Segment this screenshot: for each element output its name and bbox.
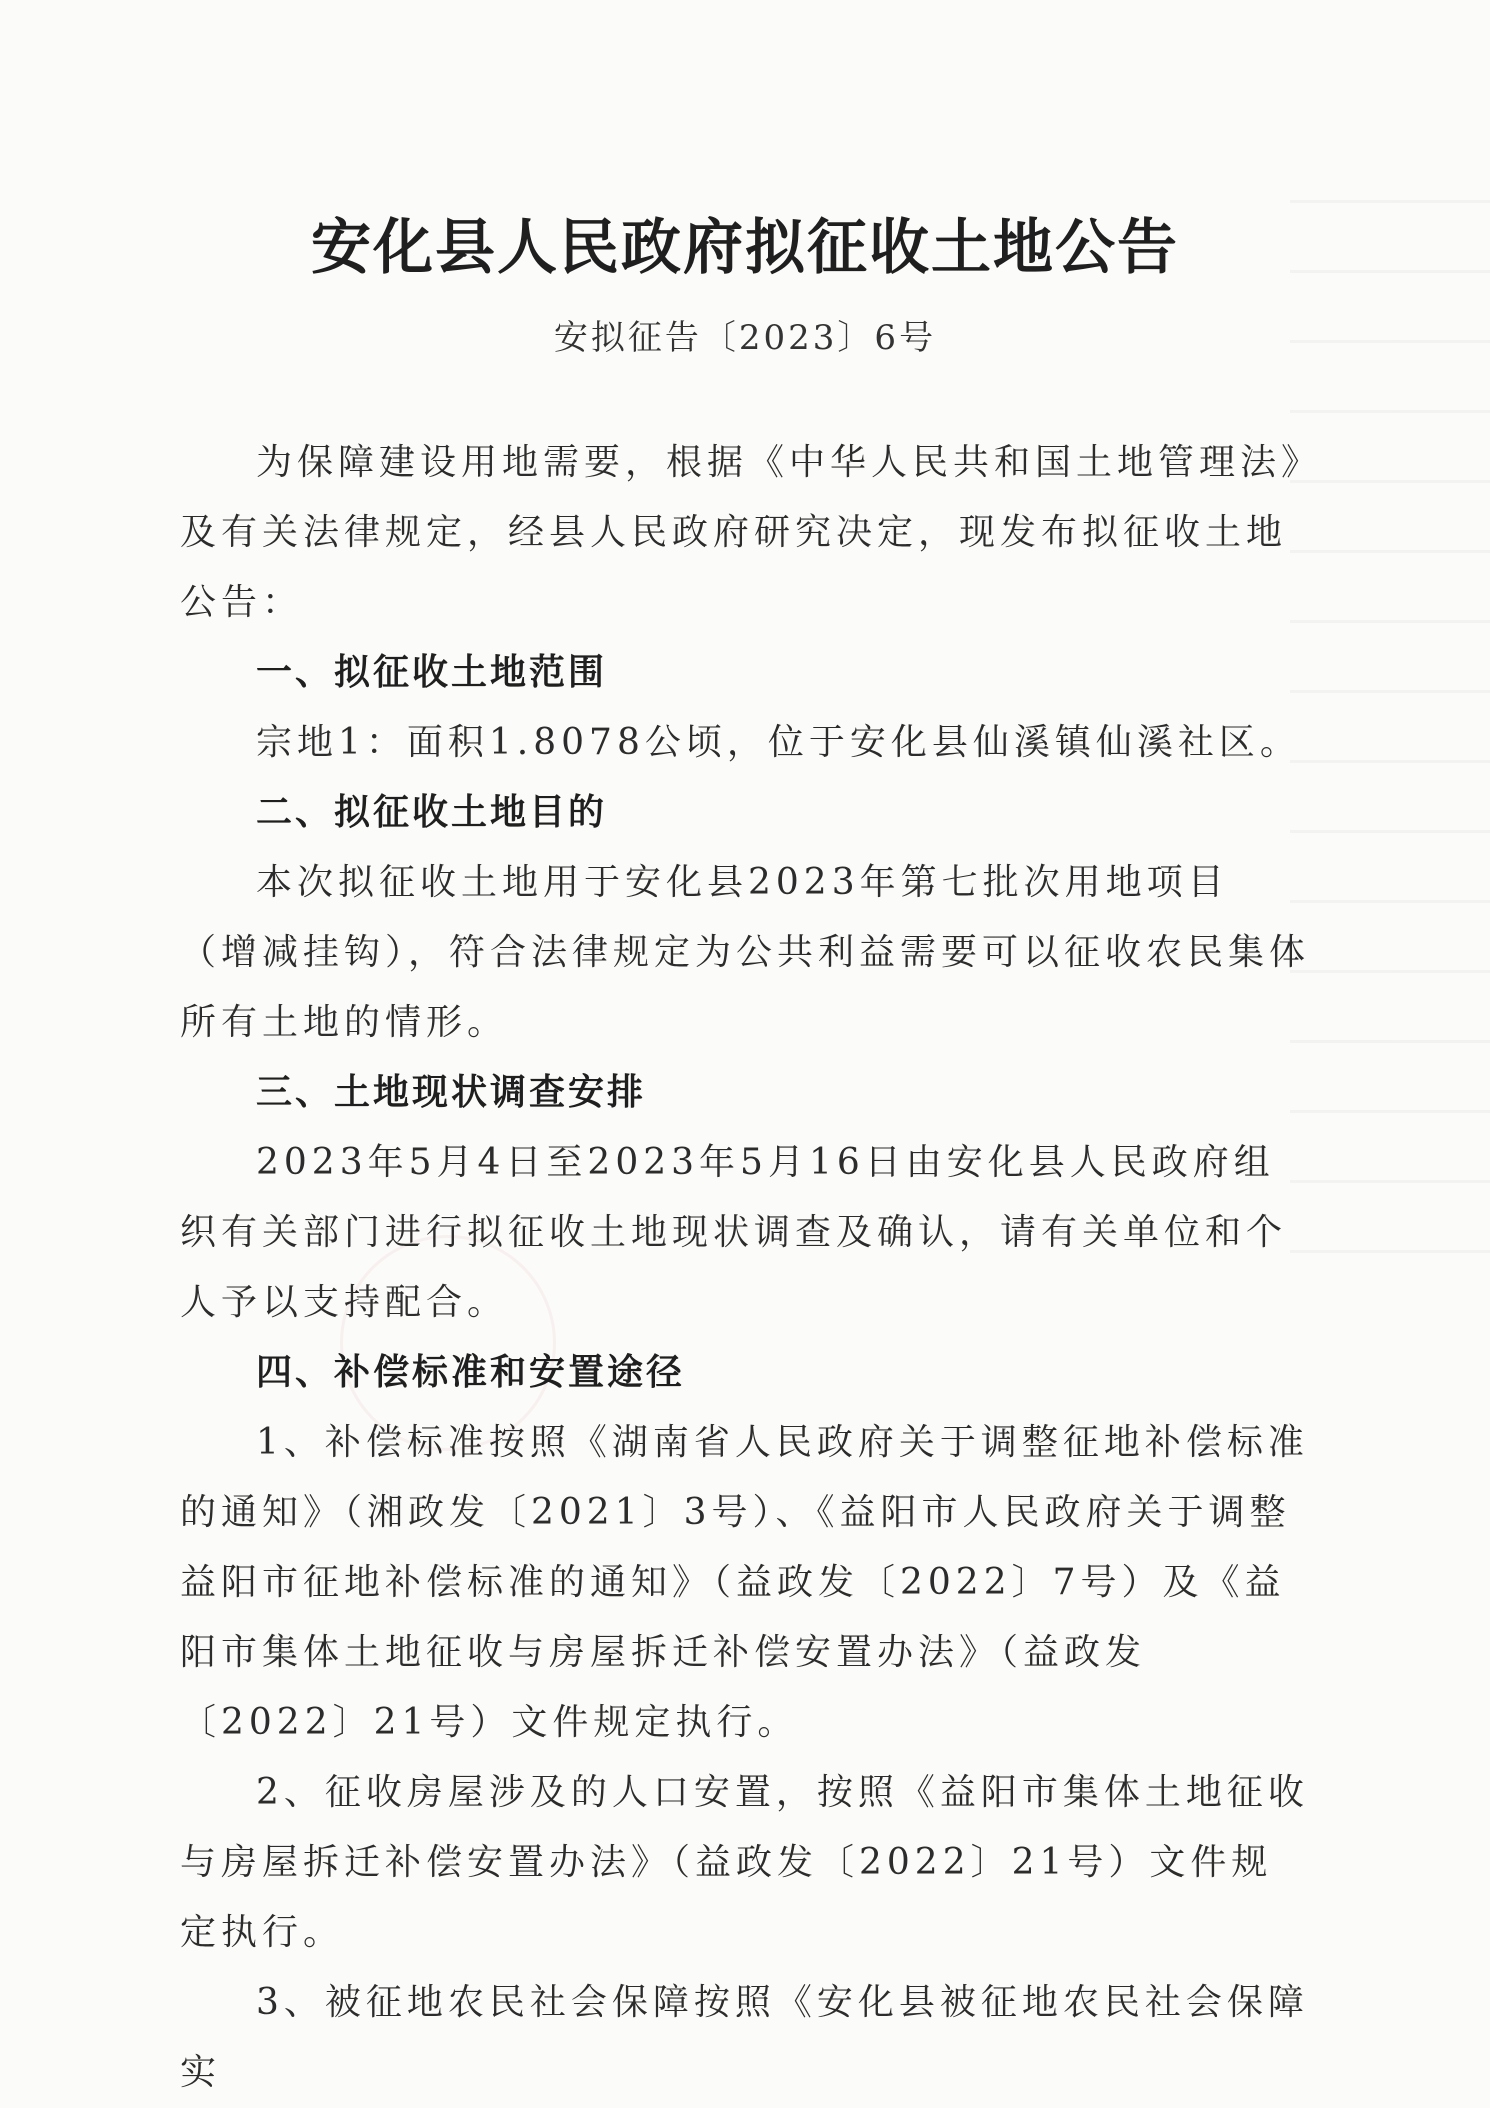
intro-paragraph: 为保障建设用地需要，根据《中华人民共和国土地管理法》及有关法律规定，经县人民政府研究决定，现发布拟征收土地公告： (180, 442, 1305, 623)
section-heading-purpose: 二、拟征收土地目的 (256, 792, 608, 833)
section-paragraph: 1、补偿标准按照《湖南省人民政府关于调整征地补偿标准的通知》（湘政发〔2021〕3号）、《益阳市人民政府关于调整益阳市征地补偿标准的通知》（益政发〔2022〕7号）及《益阳市集体土地征收与房屋拆迁补偿安置办法》（益政发〔2022〕21号）文件规定执行。 (180, 1422, 1309, 1743)
document-title: 安化县人民政府拟征收土地公告 (311, 213, 1179, 283)
section-heading-survey: 三、土地现状调查安排 (256, 1072, 647, 1113)
section-paragraph: 3、被征地农民社会保障按照《安化县被征地农民社会保障实 (180, 1982, 1309, 2093)
document-number: 安拟征告〔2023〕6号 (553, 318, 937, 358)
bleed-through-texture (1290, 200, 1490, 1300)
section-heading-compensation: 四、补偿标准和安置途径 (256, 1352, 686, 1393)
document-body (180, 428, 1310, 2108)
section-paragraph: 本次拟征收土地用于安化县2023年第七批次用地项目（增减挂钩），符合法律规定为公共利益需要可以征收农民集体所有土地的情形。 (180, 862, 1311, 1043)
section-paragraph: 2023年5月4日至2023年5月16日由安化县人民政府组织有关部门进行拟征收土地现状调查及确认，请有关单位和个人予以支持配合。 (180, 1142, 1288, 1323)
section-paragraph: 宗地1：面积1.8078公顷，位于安化县仙溪镇仙溪社区。 (256, 722, 1301, 763)
section-paragraph: 2、征收房屋涉及的人口安置，按照《益阳市集体土地征收与房屋拆迁补偿安置办法》（益政发〔2022〕21号）文件规定执行。 (180, 1772, 1309, 1953)
section-heading-scope: 一、拟征收土地范围 (256, 652, 608, 693)
